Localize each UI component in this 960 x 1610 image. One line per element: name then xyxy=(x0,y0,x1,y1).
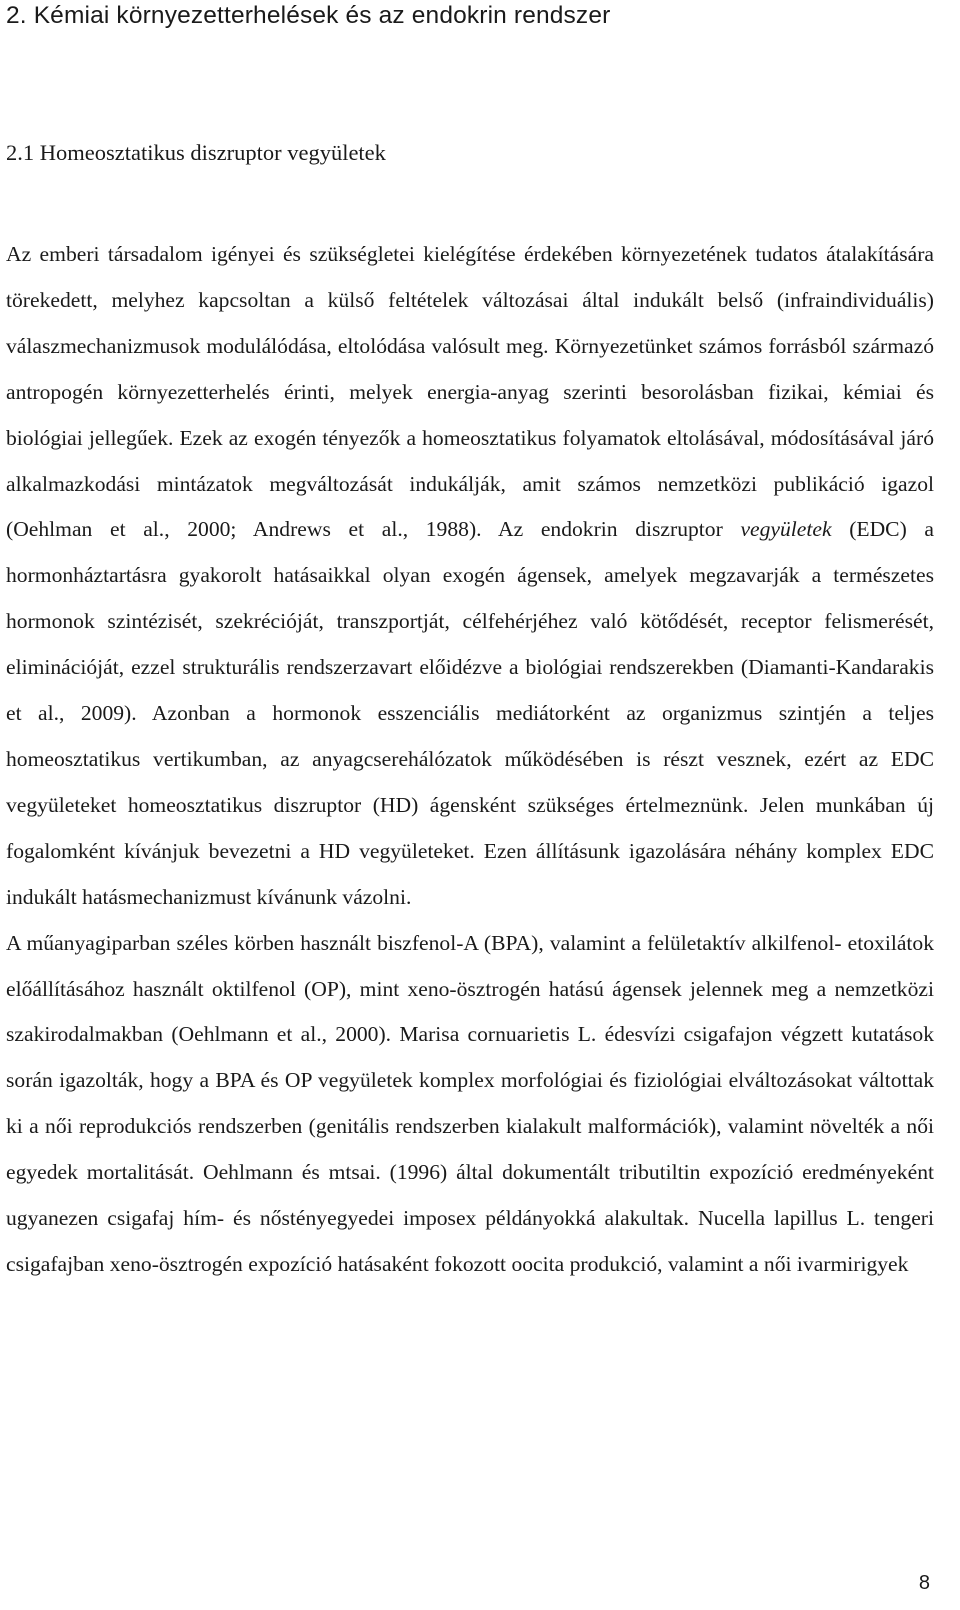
body-text xyxy=(6,232,934,1288)
chapter-heading: 2. Kémiai környezetterhelések és az endokrin rendszer xyxy=(6,2,611,29)
section-heading: 2.1 Homeosztatikus diszruptor vegyületek xyxy=(6,140,386,165)
paragraph-2: A műanyagiparban széles körben használt biszfenol-A (BPA), valamint a felületaktív alkilfenol- etoxilátok előállításához használt oktilfenol (OP), mint xeno-ösztrogén hatású ágensek jelennek meg a nemzetközi szakirodalmakban (Oehlmann et al., 2000). Marisa cornuarietis L. édesvízi csigafajon végzett kutatások során igazolták, hogy a BPA és OP vegyületek komplex morfológiai és fiziológiai elváltozásokat váltottak ki a női reprodukciós rendszerben (genitális rendszerben kialakult malformációk), valamint növelték a női egyedek mortalitását. Oehlmann és mtsai. (1996) által dokumentált tributiltin expozíció eredményeként ugyanezen csigafaj hím- és nőstényegyedei imposex példányokká alakultak. Nucella lapillus L. tengeri csigafajban xeno-ösztrogén expozíció hatásaként fokozott oocita produkció, valamint a női ivarmirigyek xyxy=(6,930,934,1276)
paragraph-1 xyxy=(6,232,934,921)
paragraph-1-text-b: (EDC) a hormonháztartásra gyakorolt hatásaikkal olyan exogén ágensek, amelyek megzavarják a természetes hormonok szintézisét, szekrécióját, transzportját, célfehérjéhez való kötődését, receptor felismerését, eliminációját, ezzel strukturális rendszerzavart előidézve a biológiai rendszerekben (Diamanti-Kandarakis et al., 2009). Azonban a hormonok esszenciális mediátorként az organizmus szintjén a teljes homeosztatikus vertikumban, az anyagcserehálózatok működésében is részt vesznek, ezért az EDC vegyületeket homeosztatikus diszruptor (HD) ágensként szükséges értelmeznünk. Jelen munkában új fogalomként kívánjuk bevezetni a HD vegyületeket. Ezen állításunk igazolására néhány komplex EDC indukált hatásmechanizmust kívánunk vázolni. xyxy=(6,517,934,909)
document-page xyxy=(6,0,934,1610)
paragraph-1-text-a: Az emberi társadalom igényei és szükségletei kielégítése érdekében környezetének tudatos átalakítására törekedett, melyhez kapcsoltan a külső feltételek változásai által indukált belső (infraindividuális) válaszmechanizmusok modulálódása, eltolódása valósult meg. Környezetünket számos forrásból származó antropogén környezetterhelés érinti, melyek energia-anyag szerinti besorolásban fizikai, kémiai és biológiai jellegűek. Ezek az exogén tényezők a homeosztatikus folyamatok eltolásával, módosításával járó alkalmazkodási mintázatok megváltozását indukálják, amit számos nemzetközi publikáció igazol (Oehlman et al., 2000; Andrews et al., 1988). Az endokrin diszruptor xyxy=(6,242,934,542)
paragraph-1-italic-term: vegyületek xyxy=(740,517,832,542)
page-number: 8 xyxy=(918,1572,930,1594)
